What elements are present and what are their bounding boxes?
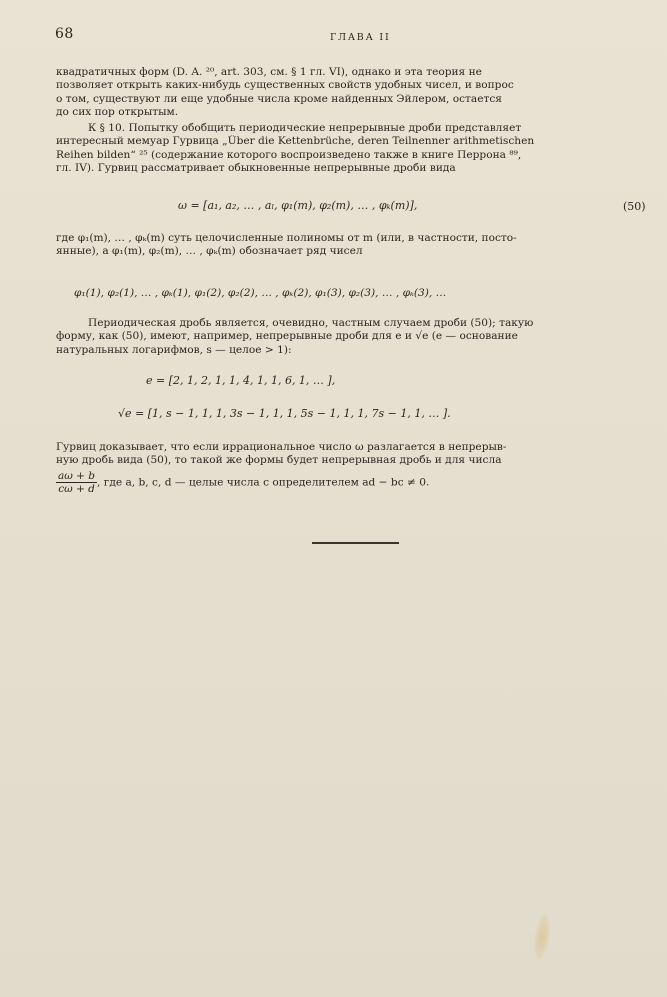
text-line: [56, 470, 654, 495]
paper-stain: [532, 914, 552, 960]
text-line: интересный мемуар Гурвица „Über die Kettenbrüche, deren Teilnenner arithmetischen: [56, 135, 535, 148]
paragraph-polynomials: [56, 232, 654, 259]
running-head: ГЛАВА II: [330, 32, 391, 43]
text-line: позволяет открыть каких-нибудь существенных свойств удобных чисел, и вопрос: [56, 79, 514, 92]
text-line: форму, как (50), имеют, например, непрерывные дроби для e и √e (e — основание: [56, 330, 518, 343]
phi-series: φ₁(1), φ₂(1), … , φₖ(1), φ₁(2), φ₂(2), … , φₖ(2), φ₁(3), φ₂(3), … , φₖ(3), …: [74, 287, 447, 299]
page-number: 68: [55, 26, 74, 42]
text-line: где φ₁(m), … , φₖ(m) суть целочисленные полиномы от m (или, в частности, посто-: [56, 232, 517, 244]
equation-number: (50): [623, 200, 646, 213]
text-line: о том, существуют ли еще удобные числа кроме найденных Эйлером, остается: [56, 92, 502, 105]
text-line: натуральных логарифмов, s — целое > 1):: [56, 343, 292, 356]
sqrt-e-expansion: √e = [1, s − 1, 1, 1, 3s − 1, 1, 1, 5s − 1, 1, 1, 7s − 1, 1, … ].: [118, 407, 451, 420]
fraction: [56, 470, 97, 495]
text-line: ную дробь вида (50), то такой же формы будет непрерывная дробь и для числа: [56, 454, 502, 467]
text-line: Периодическая дробь является, очевидно, частным случаем дроби (50); такую: [88, 317, 534, 329]
text-line: гл. IV). Гурвиц рассматривает обыкновенные непрерывные дроби вида: [56, 161, 456, 174]
text-line: Reihen bilden“ ²⁵ (содержание которого воспроизведено также в книге Перрона ⁸⁹,: [56, 148, 522, 161]
paragraph-periodic: [56, 317, 654, 357]
text-line: до сих пор открытым.: [56, 105, 179, 118]
paragraph-forms: [56, 66, 654, 119]
e-expansion: e = [2, 1, 2, 1, 1, 4, 1, 1, 6, 1, … ],: [146, 374, 336, 387]
fraction-numerator: aω + b: [58, 469, 96, 482]
section-divider: [312, 542, 399, 544]
paragraph-hurwitz-theorem: [56, 441, 654, 495]
text-line: К § 10. Попытку обобщить периодические непрерывные дроби представляет: [88, 122, 522, 134]
text-line: Гурвиц доказывает, что если иррациональное число ω разлагается в непрерыв-: [56, 441, 507, 453]
formula-50: ω = [a₁, a₂, … , aₗ, φ₁(m), φ₂(m), … , φₖ(m)],: [178, 199, 418, 212]
paragraph-hurwitz-memoir: [56, 122, 654, 175]
text-run: , где a, b, c, d — целые числа с определителем ad − bc ≠ 0.: [97, 476, 430, 489]
fraction-denominator: cω + d: [58, 482, 95, 495]
text-line: квадратичных форм (D. A. ²⁰, art. 303, см. § 1 гл. VI), однако и эта теория не: [56, 66, 482, 78]
text-line: янные), а φ₁(m), φ₂(m), … , φₖ(m) обозначает ряд чисел: [56, 245, 363, 258]
